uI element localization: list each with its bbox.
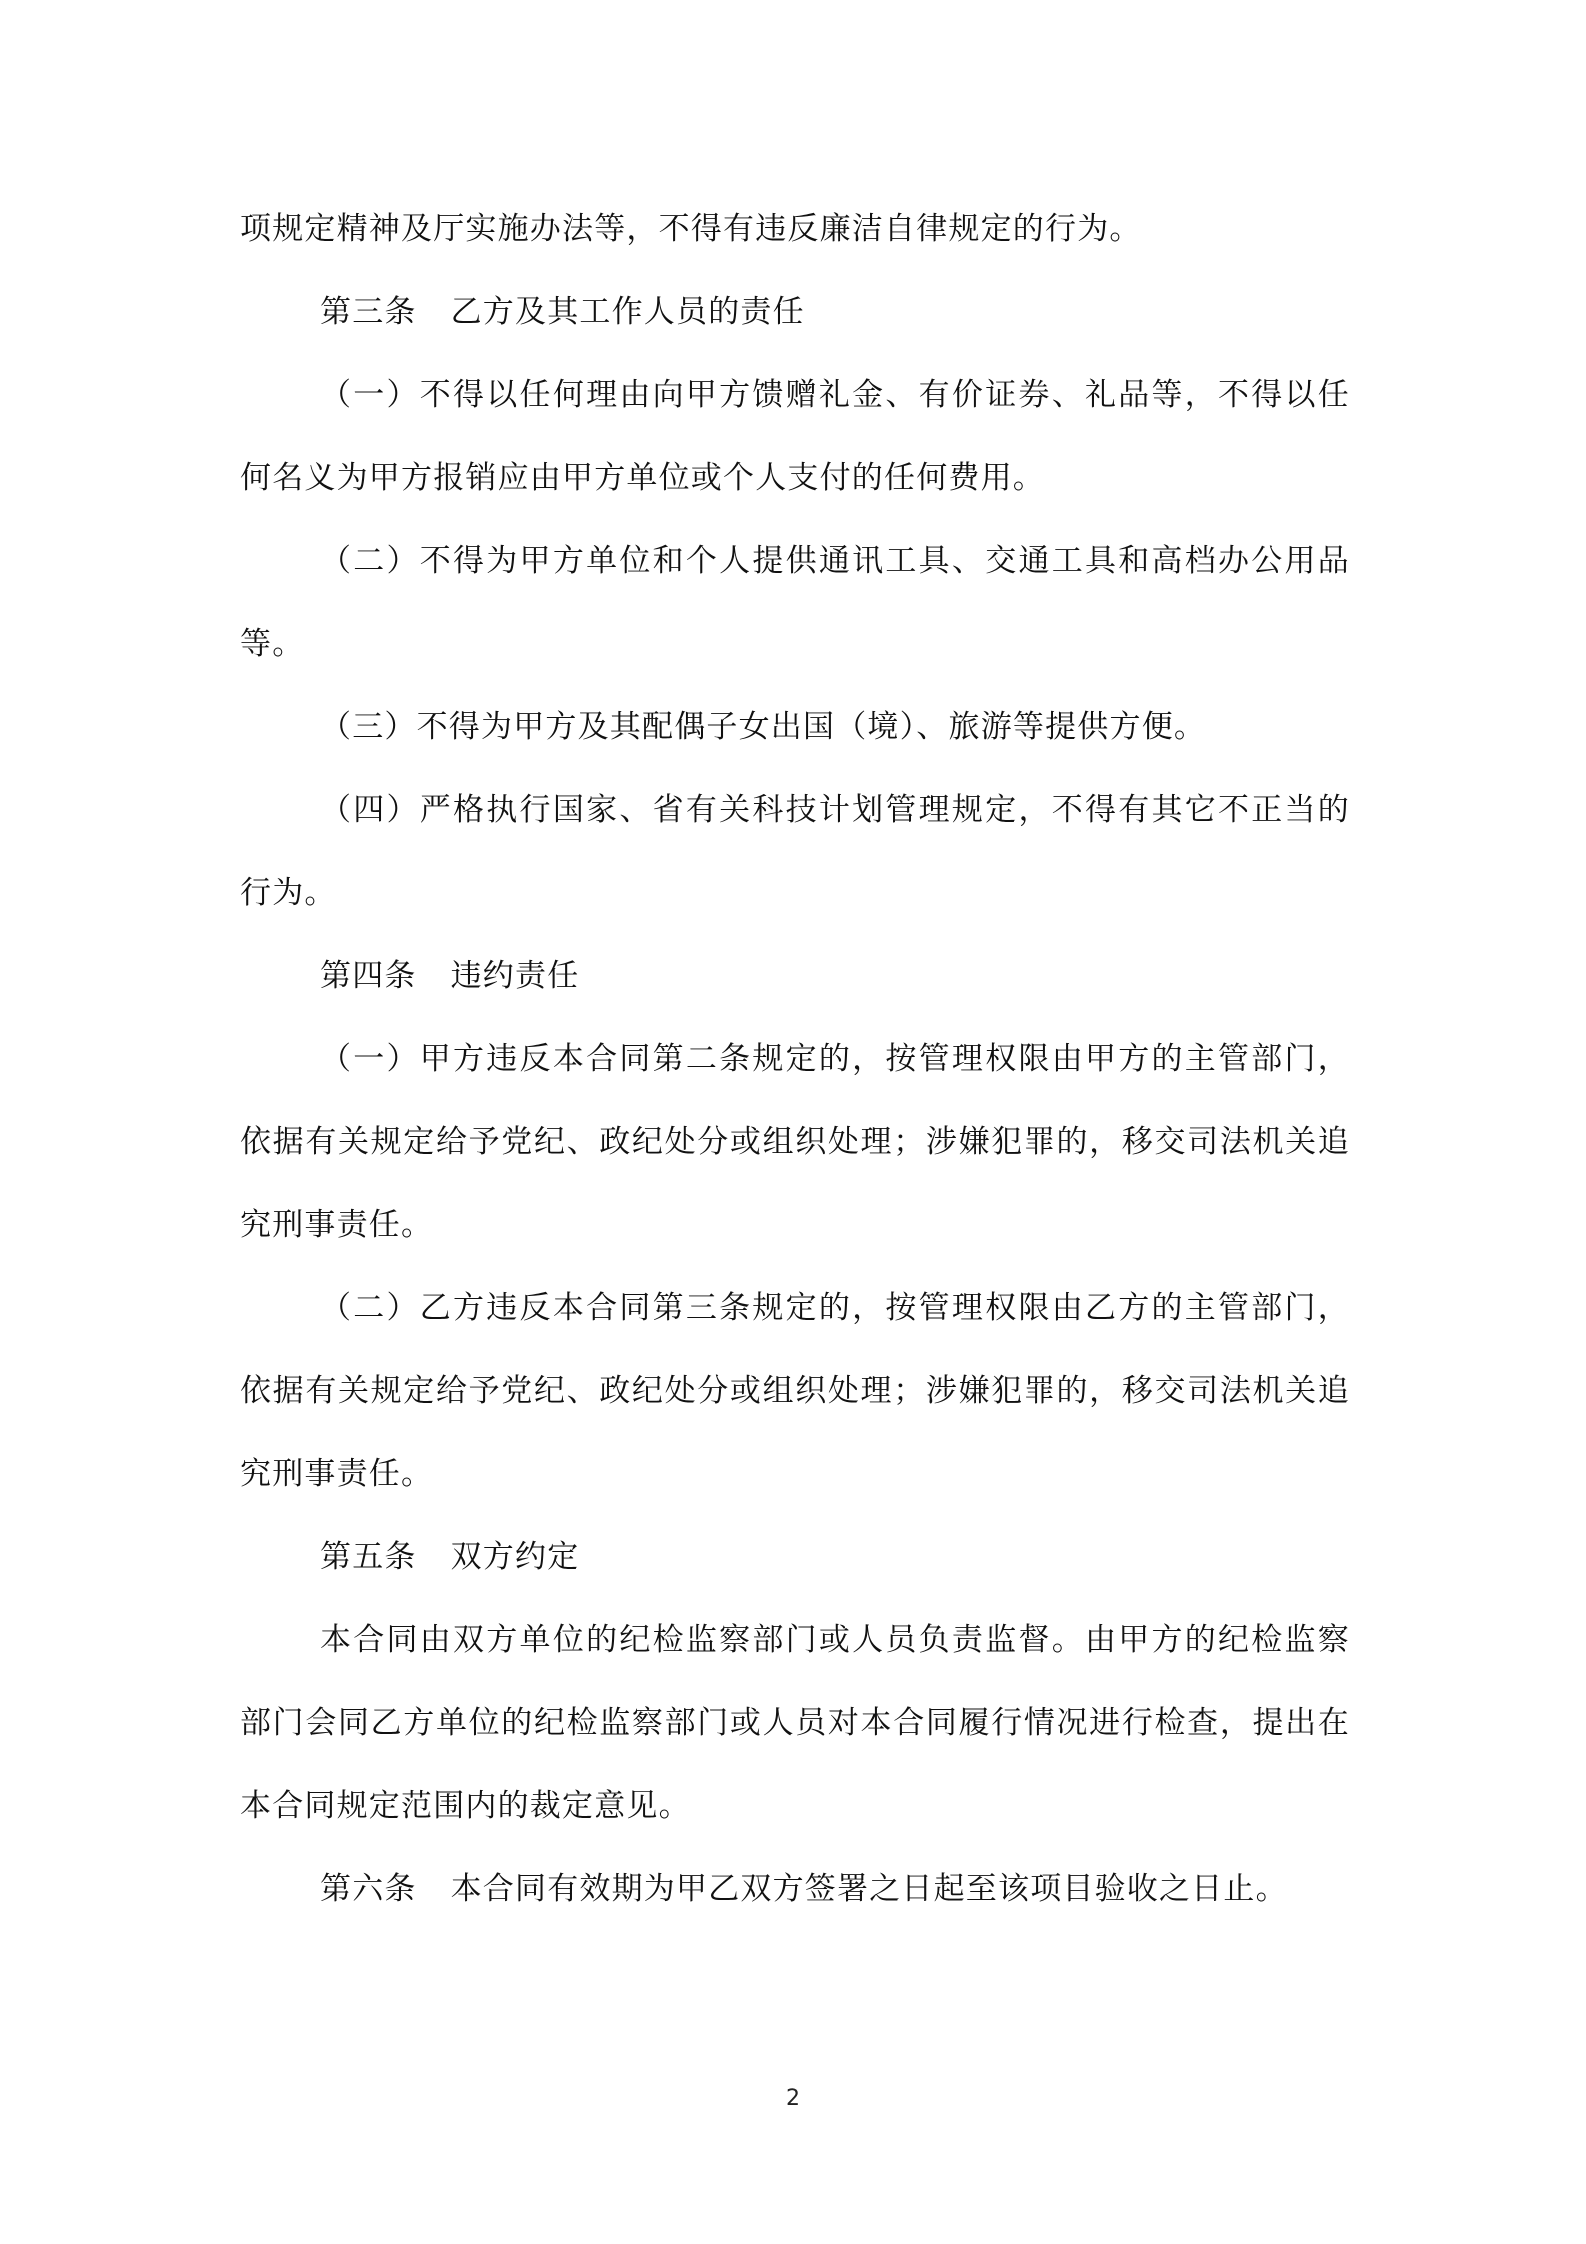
page-number: 2: [786, 2086, 800, 2111]
article-6-text: 本合同有效期为甲乙双方签署之日起至该项目验收之日止。: [450, 1871, 1288, 1907]
article-3-number: 第三条: [320, 294, 417, 330]
article-5-title: 双方约定: [450, 1539, 580, 1575]
article-3-item-3: （三）不得为甲方及其配偶子女出国（境）、旅游等提供方便。: [320, 709, 1207, 745]
article-4-heading: [240, 935, 1350, 1018]
article-6-number: 第六条: [320, 1871, 417, 1907]
article-5-number: 第五条: [320, 1539, 417, 1575]
article-3-item-2: （二）不得为甲方单位和个人提供通讯工具、交通工具和高档办公用品等。: [240, 543, 1350, 662]
paragraph-continuation: 项规定精神及厅实施办法等，不得有违反廉洁自律规定的行为。: [240, 211, 1142, 247]
article-3-item-1: （一）不得以任何理由向甲方馈赠礼金、有价证券、礼品等，不得以任何名义为甲方报销应由甲方单位或个人支付的任何费用。: [240, 377, 1350, 496]
article-5-body: 本合同由双方单位的纪检监察部门或人员负责监督。由甲方的纪检监察部门会同乙方单位的纪检监察部门或人员对本合同履行情况进行检查，提出在本合同规定范围内的裁定意见。: [240, 1622, 1350, 1824]
article-3-title: 乙方及其工作人员的责任: [450, 294, 805, 330]
document-body: [240, 188, 1350, 1931]
article-4-item-2: （二）乙方违反本合同第三条规定的，按管理权限由乙方的主管部门，依据有关规定给予党纪、政纪处分或组织处理；涉嫌犯罪的，移交司法机关追究刑事责任。: [240, 1290, 1350, 1492]
article-4-number: 第四条: [320, 958, 417, 994]
article-3-item-4: （四）严格执行国家、省有关科技计划管理规定，不得有其它不正当的行为。: [240, 792, 1350, 911]
article-4-item-1: （一）甲方违反本合同第二条规定的，按管理权限由甲方的主管部门，依据有关规定给予党纪、政纪处分或组织处理；涉嫌犯罪的，移交司法机关追究刑事责任。: [240, 1041, 1350, 1243]
article-3-heading: [240, 271, 1350, 354]
article-4-title: 违约责任: [450, 958, 580, 994]
article-5-heading: [240, 1516, 1350, 1599]
article-6: [240, 1848, 1350, 1931]
